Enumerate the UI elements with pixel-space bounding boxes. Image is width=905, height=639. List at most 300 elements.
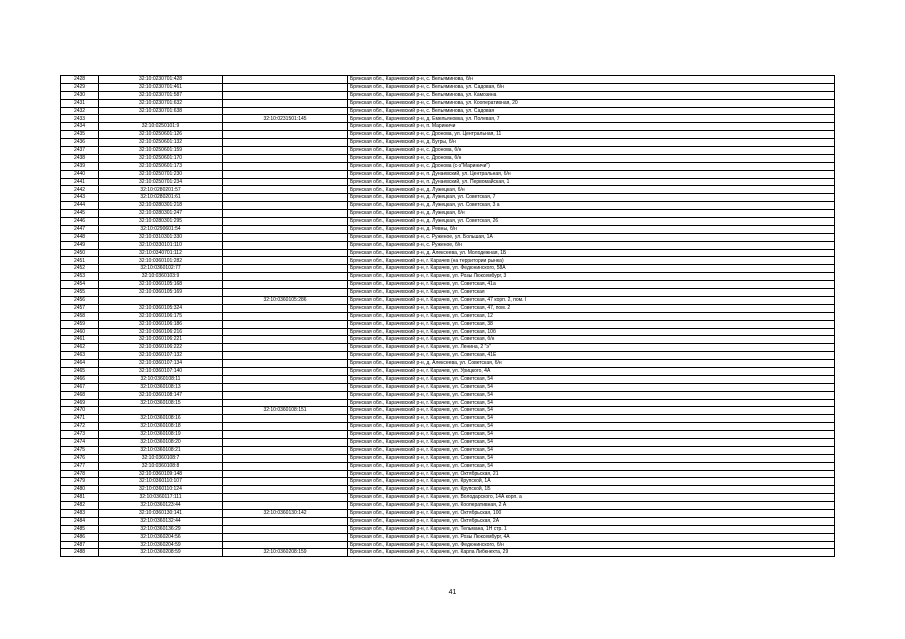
table-row [61, 360, 835, 368]
row-number-cell: 2436 [61, 139, 99, 147]
cadastral-number-cell: 32:10:0360108:8 [99, 462, 223, 470]
related-cadastral-number-cell [223, 289, 348, 297]
cadastral-number-cell: 32:10:0340701:112 [99, 249, 223, 257]
address-cell: Брянская обл., Карачевский р-н, г. Карачев, ул. Советская, 54 [348, 407, 835, 415]
table-row [61, 407, 835, 415]
related-cadastral-number-cell [223, 170, 348, 178]
table-row [61, 320, 835, 328]
row-number-cell: 2464 [61, 360, 99, 368]
address-cell: Брянская обл., Карачевский р-н, с. Вельяминова, ул. Камозина [348, 91, 835, 99]
table-row [61, 486, 835, 494]
cadastral-number-cell: 32:10:0360132:44 [99, 517, 223, 525]
row-number-cell: 2460 [61, 328, 99, 336]
related-cadastral-number-cell: 32:10:0360108:151 [223, 407, 348, 415]
cadastral-number-cell [99, 296, 223, 304]
address-cell: Брянская обл., Карачевский р-н, д. Лужецкая, б/н [348, 210, 835, 218]
cadastral-number-cell: 32:10:0230701:638 [99, 107, 223, 115]
table-row [61, 446, 835, 454]
row-number-cell: 2452 [61, 265, 99, 273]
cadastral-number-cell: 32:10:0280201:57 [99, 186, 223, 194]
table-row [61, 107, 835, 115]
table-row [61, 541, 835, 549]
table-row [61, 517, 835, 525]
related-cadastral-number-cell: 32:10:0360105:286 [223, 296, 348, 304]
cadastral-number-cell: 32:10:0360106:216 [99, 328, 223, 336]
row-number-cell: 2479 [61, 478, 99, 486]
table-row [61, 186, 835, 194]
cadastral-number-cell: 32:10:0360123:44 [99, 502, 223, 510]
address-cell: Брянская обл., Карачевский р-н, г. Карачев, ул. Советская, 54 [348, 415, 835, 423]
address-cell: Брянская обл., Карачевский р-н, д. Лужецкая, ул. Советская, 7 [348, 194, 835, 202]
row-number-cell: 2455 [61, 289, 99, 297]
register-table-body [61, 76, 835, 557]
table-row [61, 312, 835, 320]
related-cadastral-number-cell [223, 328, 348, 336]
row-number-cell: 2437 [61, 147, 99, 155]
row-number-cell: 2472 [61, 423, 99, 431]
row-number-cell: 2449 [61, 241, 99, 249]
related-cadastral-number-cell: 32:10:0360208:159 [223, 549, 348, 557]
row-number-cell: 2430 [61, 91, 99, 99]
table-row [61, 533, 835, 541]
related-cadastral-number-cell [223, 454, 348, 462]
table-row [61, 462, 835, 470]
cadastral-number-cell: 32:10:0250101:9 [99, 123, 223, 131]
table-row [61, 76, 835, 84]
related-cadastral-number-cell [223, 218, 348, 226]
address-cell: Брянская обл., Карачевский р-н, г. Карачев, ул. Володарского, 14А корп. а [348, 494, 835, 502]
related-cadastral-number-cell [223, 375, 348, 383]
register-table [60, 75, 835, 557]
related-cadastral-number-cell [223, 344, 348, 352]
related-cadastral-number-cell [223, 494, 348, 502]
table-row [61, 139, 835, 147]
address-cell: Брянская обл., Карачевский р-н, г. Карачев, ул. Советская, 38 [348, 320, 835, 328]
address-cell: Брянская обл., Карачевский р-н, г. Карачев, ул. Советская, 12 [348, 312, 835, 320]
address-cell: Брянская обл., Карачевский р-н, г. Карачев, ул. Октябрьская, 21 [348, 470, 835, 478]
row-number-cell: 2438 [61, 154, 99, 162]
row-number-cell: 2450 [61, 249, 99, 257]
row-number-cell: 2434 [61, 123, 99, 131]
table-row [61, 509, 835, 517]
row-number-cell: 2443 [61, 194, 99, 202]
related-cadastral-number-cell [223, 202, 348, 210]
cadastral-number-cell: 32:10:0360204:59 [99, 541, 223, 549]
related-cadastral-number-cell [223, 336, 348, 344]
address-cell: Брянская обл., Карачевский р-н, г. Карачев (на территории рынка) [348, 257, 835, 265]
table-row [61, 296, 835, 304]
related-cadastral-number-cell [223, 391, 348, 399]
table-row [61, 218, 835, 226]
address-cell: Брянская обл., Карачевский р-н, д. Ревны, б/н [348, 225, 835, 233]
related-cadastral-number-cell [223, 541, 348, 549]
cadastral-number-cell: 32:10:0360108:13 [99, 383, 223, 391]
table-row [61, 225, 835, 233]
related-cadastral-number-cell [223, 438, 348, 446]
table-row [61, 470, 835, 478]
related-cadastral-number-cell [223, 194, 348, 202]
row-number-cell: 2487 [61, 541, 99, 549]
related-cadastral-number-cell [223, 486, 348, 494]
related-cadastral-number-cell [223, 399, 348, 407]
table-row [61, 328, 835, 336]
row-number-cell: 2453 [61, 273, 99, 281]
table-row [61, 147, 835, 155]
table-row [61, 367, 835, 375]
address-cell: Брянская обл., Карачевский р-н, г. Карачев, ул. Тельмана, 1Н стр. 1 [348, 525, 835, 533]
cadastral-number-cell: 32:10:0250601:173 [99, 162, 223, 170]
cadastral-number-cell: 32:10:0230701:461 [99, 83, 223, 91]
table-row [61, 194, 835, 202]
related-cadastral-number-cell [223, 423, 348, 431]
row-number-cell: 2467 [61, 383, 99, 391]
address-cell: Брянская обл., Карачевский р-н, г. Карачев, ул. Октябрьская, 100 [348, 509, 835, 517]
table-row [61, 178, 835, 186]
row-number-cell: 2461 [61, 336, 99, 344]
cadastral-number-cell: 32:10:0360106:222 [99, 344, 223, 352]
row-number-cell: 2442 [61, 186, 99, 194]
address-cell: Брянская обл., Карачевский р-н, г. Карачев, ул. Советская, 54 [348, 431, 835, 439]
row-number-cell: 2486 [61, 533, 99, 541]
address-cell: Брянская обл., Карачевский р-н, с. Дронова (с-з"Мариничи") [348, 162, 835, 170]
address-cell: Брянская обл., Карачевский р-н, п. Дунаевский, ул. Центральная, б/н [348, 170, 835, 178]
related-cadastral-number-cell: 32:10:0360130:142 [223, 509, 348, 517]
table-row [61, 210, 835, 218]
address-cell: Брянская обл., Карачевский р-н, д. Алексеева, ул. Советская, б/н [348, 360, 835, 368]
related-cadastral-number-cell [223, 186, 348, 194]
row-number-cell: 2470 [61, 407, 99, 415]
row-number-cell: 2431 [61, 99, 99, 107]
address-cell: Брянская обл., Карачевский р-н, д. Лужецкая, ул. Советская, 26 [348, 218, 835, 226]
related-cadastral-number-cell: 32:10:0231501:145 [223, 115, 348, 123]
related-cadastral-number-cell [223, 123, 348, 131]
address-cell: Брянская обл., Карачевский р-н, г. Карачев, ул. Советская, 47, пом. 2 [348, 304, 835, 312]
row-number-cell: 2478 [61, 470, 99, 478]
address-cell: Брянская обл., Карачевский р-н, г. Карачев, ул. Ленина, 2 "э" [348, 344, 835, 352]
table-row [61, 273, 835, 281]
related-cadastral-number-cell [223, 415, 348, 423]
row-number-cell: 2440 [61, 170, 99, 178]
cadastral-number-cell: 32:10:0360108:21 [99, 446, 223, 454]
related-cadastral-number-cell [223, 210, 348, 218]
table-row [61, 352, 835, 360]
cadastral-number-cell: 32:10:0250701:230 [99, 170, 223, 178]
cadastral-number-cell: 32:10:0330101:110 [99, 241, 223, 249]
related-cadastral-number-cell [223, 83, 348, 91]
related-cadastral-number-cell [223, 446, 348, 454]
table-row [61, 123, 835, 131]
table-row [61, 131, 835, 139]
cadastral-number-cell: 32:10:0360204:56 [99, 533, 223, 541]
row-number-cell: 2459 [61, 320, 99, 328]
cadastral-number-cell: 32:10:0360108:11 [99, 375, 223, 383]
row-number-cell: 2439 [61, 162, 99, 170]
address-cell: Брянская обл., Карачевский р-н, с. Руженое, ул. Большая, 1А [348, 233, 835, 241]
row-number-cell: 2484 [61, 517, 99, 525]
cadastral-number-cell: 32:10:0250601:159 [99, 147, 223, 155]
address-cell: Брянская обл., Карачевский р-н, г. Карачев, ул. Крупской, 1Б [348, 486, 835, 494]
row-number-cell: 2456 [61, 296, 99, 304]
row-number-cell: 2480 [61, 486, 99, 494]
row-number-cell: 2448 [61, 233, 99, 241]
cadastral-number-cell: 32:10:0230701:632 [99, 99, 223, 107]
address-cell: Брянская обл., Карачевский р-н, г. Карачев, ул. Советская, 41Е [348, 352, 835, 360]
row-number-cell: 2447 [61, 225, 99, 233]
related-cadastral-number-cell [223, 360, 348, 368]
row-number-cell: 2469 [61, 399, 99, 407]
table-row [61, 249, 835, 257]
address-cell: Брянская обл., Карачевский р-н, с. Вельяминова, б/н [348, 76, 835, 84]
cadastral-number-cell: 32:10:0360136:29 [99, 525, 223, 533]
address-cell: Брянская обл., Карачевский р-н, г. Карачев, ул. Советская, 54 [348, 375, 835, 383]
table-row [61, 438, 835, 446]
table-row [61, 399, 835, 407]
cadastral-number-cell: 32:10:0360108:16 [99, 415, 223, 423]
address-cell: Брянская обл., Карачевский р-н, г. Карачев, ул. Советская [348, 289, 835, 297]
table-row [61, 257, 835, 265]
cadastral-number-cell: 32:10:0360107:132 [99, 352, 223, 360]
related-cadastral-number-cell [223, 273, 348, 281]
related-cadastral-number-cell [223, 367, 348, 375]
cadastral-number-cell: 32:10:0360130:141 [99, 509, 223, 517]
cadastral-number-cell: 32:10:0360109:148 [99, 470, 223, 478]
related-cadastral-number-cell [223, 76, 348, 84]
related-cadastral-number-cell [223, 154, 348, 162]
address-cell: Брянская обл., Карачевский р-н, г. Карачев, ул. Советская, 54 [348, 399, 835, 407]
related-cadastral-number-cell [223, 131, 348, 139]
table-row [61, 265, 835, 273]
cadastral-number-cell: 32:10:0360102:77 [99, 265, 223, 273]
related-cadastral-number-cell [223, 147, 348, 155]
cadastral-number-cell: 32:10:0360110:107 [99, 478, 223, 486]
related-cadastral-number-cell [223, 162, 348, 170]
related-cadastral-number-cell [223, 320, 348, 328]
table-row [61, 233, 835, 241]
address-cell: Брянская обл., Карачевский р-н, г. Карачев, ул. Розы Люксембург, 4А [348, 533, 835, 541]
cadastral-number-cell: 32:10:0360108:15 [99, 399, 223, 407]
related-cadastral-number-cell [223, 281, 348, 289]
related-cadastral-number-cell [223, 178, 348, 186]
page-number: 41 [448, 589, 457, 596]
table-row [61, 83, 835, 91]
related-cadastral-number-cell [223, 470, 348, 478]
table-row [61, 549, 835, 557]
table-row [61, 391, 835, 399]
row-number-cell: 2468 [61, 391, 99, 399]
address-cell: Брянская обл., Карачевский р-н, г. Карачев, ул. Советская, 54 [348, 423, 835, 431]
row-number-cell: 2488 [61, 549, 99, 557]
row-number-cell: 2483 [61, 509, 99, 517]
address-cell: Брянская обл., Карачевский р-н, с. Дронова, ул. Центральная, 11 [348, 131, 835, 139]
related-cadastral-number-cell [223, 225, 348, 233]
table-row [61, 494, 835, 502]
related-cadastral-number-cell [223, 249, 348, 257]
related-cadastral-number-cell [223, 304, 348, 312]
address-cell: Брянская обл., Карачевский р-н, г. Карачев, ул. Советская, 54 [348, 462, 835, 470]
table-row [61, 162, 835, 170]
address-cell: Брянская обл., Карачевский р-н, г. Карачев, ул. Федюнинского, 58А [348, 265, 835, 273]
related-cadastral-number-cell [223, 431, 348, 439]
row-number-cell: 2485 [61, 525, 99, 533]
address-cell: Брянская обл., Карачевский р-н, г. Карачев, ул. Кооперативная, 2 А [348, 502, 835, 510]
cadastral-number-cell: 32:10:0360105:168 [99, 281, 223, 289]
related-cadastral-number-cell [223, 383, 348, 391]
address-cell: Брянская обл., Карачевский р-н, г. Карачев, ул. Советская, 41а [348, 281, 835, 289]
address-cell: Брянская обл., Карачевский р-н, д. Емельяновка, ул. Полевая, 7 [348, 115, 835, 123]
related-cadastral-number-cell [223, 312, 348, 320]
cadastral-number-cell: 32:10:0360117:111 [99, 494, 223, 502]
cadastral-number-cell: 32:10:0360110:124 [99, 486, 223, 494]
table-row [61, 99, 835, 107]
related-cadastral-number-cell [223, 533, 348, 541]
row-number-cell: 2444 [61, 202, 99, 210]
cadastral-number-cell: 32:10:0290601:54 [99, 225, 223, 233]
address-cell: Брянская обл., Карачевский р-н, с. Вельяминова, ул. Кооперативная, 20 [348, 99, 835, 107]
row-number-cell: 2451 [61, 257, 99, 265]
cadastral-number-cell: 32:10:0360105:324 [99, 304, 223, 312]
table-row [61, 91, 835, 99]
table-row [61, 478, 835, 486]
row-number-cell: 2441 [61, 178, 99, 186]
address-cell: Брянская обл., Карачевский р-н, п. Дунаевский, ул. Первомайская, 1 [348, 178, 835, 186]
address-cell: Брянская обл., Карачевский р-н, г. Карачев, ул. Советская, 54 [348, 391, 835, 399]
row-number-cell: 2445 [61, 210, 99, 218]
address-cell: Брянская обл., Карачевский р-н, г. Карачев, ул. Советская, 10б [348, 328, 835, 336]
row-number-cell: 2462 [61, 344, 99, 352]
table-row [61, 202, 835, 210]
address-cell: Брянская обл., Карачевский р-н, г. Карачев, ул. Советская, 54 [348, 383, 835, 391]
address-cell: Брянская обл., Карачевский р-н, д. Лужецкая, б/н [348, 186, 835, 194]
related-cadastral-number-cell [223, 257, 348, 265]
cadastral-number-cell: 32:10:0360108:19 [99, 431, 223, 439]
address-cell: Брянская обл., Карачевский р-н, д. Лужецкая, ул. Советская, 3 а [348, 202, 835, 210]
row-number-cell: 2458 [61, 312, 99, 320]
address-cell: Брянская обл., Карачевский р-н, д. Бугры, б/н [348, 139, 835, 147]
row-number-cell: 2474 [61, 438, 99, 446]
row-number-cell: 2475 [61, 446, 99, 454]
cadastral-number-cell: 32:10:0230701:587 [99, 91, 223, 99]
row-number-cell: 2429 [61, 83, 99, 91]
cadastral-number-cell: 32:10:0310301:330 [99, 233, 223, 241]
cadastral-number-cell: 32:10:0250601:132 [99, 139, 223, 147]
address-cell: Брянская обл., Карачевский р-н, г. Карачев, ул. Крупской, 1А [348, 478, 835, 486]
cadastral-number-cell: 32:10:0360106:186 [99, 320, 223, 328]
table-row [61, 502, 835, 510]
table-row [61, 415, 835, 423]
row-number-cell: 2463 [61, 352, 99, 360]
cadastral-number-cell: 32:10:0360101:282 [99, 257, 223, 265]
row-number-cell: 2435 [61, 131, 99, 139]
row-number-cell: 2482 [61, 502, 99, 510]
cadastral-number-cell: 32:10:0250701:234 [99, 178, 223, 186]
row-number-cell: 2454 [61, 281, 99, 289]
address-cell: Брянская обл., Карачевский р-н, с. Дронова, б/н [348, 147, 835, 155]
address-cell: Брянская обл., Карачевский р-н, г. Карачев, ул. Карла Либкнехта, 29 [348, 549, 835, 557]
cadastral-number-cell [99, 115, 223, 123]
related-cadastral-number-cell [223, 233, 348, 241]
row-number-cell: 2433 [61, 115, 99, 123]
row-number-cell: 2476 [61, 454, 99, 462]
address-cell: Брянская обл., Карачевский р-н, с. Вельяминова, ул. Садовая [348, 107, 835, 115]
address-cell: Брянская обл., Карачевский р-н, с. Руженое, б/н [348, 241, 835, 249]
row-number-cell: 2446 [61, 218, 99, 226]
address-cell: Брянская обл., Карачевский р-н, г. Карачев, ул. Советская, б/н [348, 336, 835, 344]
cadastral-number-cell: 32:10:0280301:295 [99, 218, 223, 226]
table-row [61, 154, 835, 162]
table-row [61, 525, 835, 533]
cadastral-number-cell: 32:10:0280301:218 [99, 202, 223, 210]
cadastral-number-cell: 32:10:0250601:126 [99, 131, 223, 139]
cadastral-number-cell: 32:10:0360103:9 [99, 273, 223, 281]
address-cell: Брянская обл., Карачевский р-н, с. Дронова, б/н [348, 154, 835, 162]
address-cell: Брянская обл., Карачевский р-н, п. Мариничи [348, 123, 835, 131]
cadastral-number-cell: 32:10:0360108:18 [99, 423, 223, 431]
table-row [61, 170, 835, 178]
row-number-cell: 2432 [61, 107, 99, 115]
related-cadastral-number-cell [223, 462, 348, 470]
table-row [61, 431, 835, 439]
related-cadastral-number-cell [223, 265, 348, 273]
address-cell: Брянская обл., Карачевский р-н, г. Карачев, ул. Розы Люксембург, 3 [348, 273, 835, 281]
address-cell: Брянская обл., Карачевский р-н, г. Карачев, ул. Советская, 47 корп. 2, пом. I [348, 296, 835, 304]
related-cadastral-number-cell [223, 139, 348, 147]
address-cell: Брянская обл., Карачевский р-н, г. Карачев, ул. Советская, 54 [348, 438, 835, 446]
row-number-cell: 2473 [61, 431, 99, 439]
row-number-cell: 2471 [61, 415, 99, 423]
table-row [61, 336, 835, 344]
cadastral-number-cell: 32:10:0280301:247 [99, 210, 223, 218]
cadastral-number-cell: 32:10:0360108:7 [99, 454, 223, 462]
cadastral-number-cell: 32:10:0230701:428 [99, 76, 223, 84]
address-cell: Брянская обл., Карачевский р-н, г. Карачев, ул. Советская, 54 [348, 454, 835, 462]
cadastral-number-cell: 32:10:0360208:59 [99, 549, 223, 557]
related-cadastral-number-cell [223, 99, 348, 107]
row-number-cell: 2428 [61, 76, 99, 84]
related-cadastral-number-cell [223, 502, 348, 510]
related-cadastral-number-cell [223, 107, 348, 115]
table-row [61, 304, 835, 312]
row-number-cell: 2465 [61, 367, 99, 375]
address-cell: Брянская обл., Карачевский р-н, г. Карачев, ул. Октябрьская, 2А [348, 517, 835, 525]
related-cadastral-number-cell [223, 91, 348, 99]
table-row [61, 289, 835, 297]
table-row [61, 375, 835, 383]
table-row [61, 423, 835, 431]
row-number-cell: 2466 [61, 375, 99, 383]
address-cell: Брянская обл., Карачевский р-н, с. Вельяминова, ул. Садовая, б/н [348, 83, 835, 91]
cadastral-number-cell [99, 407, 223, 415]
table-row [61, 383, 835, 391]
cadastral-number-cell: 32:10:0250601:170 [99, 154, 223, 162]
address-cell: Брянская обл., Карачевский р-н, г. Карачев, ул. Советская, 54 [348, 446, 835, 454]
cadastral-number-cell: 32:10:0360107:140 [99, 367, 223, 375]
address-cell: Брянская обл., Карачевский р-н, г. Карачев, ул. Федюнинского, б/н [348, 541, 835, 549]
cadastral-number-cell: 32:10:0360108:147 [99, 391, 223, 399]
cadastral-number-cell: 32:10:0360108:20 [99, 438, 223, 446]
table-row [61, 241, 835, 249]
related-cadastral-number-cell [223, 517, 348, 525]
table-row [61, 454, 835, 462]
row-number-cell: 2457 [61, 304, 99, 312]
row-number-cell: 2477 [61, 462, 99, 470]
address-cell: Брянская обл., Карачевский р-н, г. Карачев, ул. Урицкого, 4А [348, 367, 835, 375]
related-cadastral-number-cell [223, 352, 348, 360]
related-cadastral-number-cell [223, 241, 348, 249]
cadastral-number-cell: 32:10:0360106:175 [99, 312, 223, 320]
table-row [61, 344, 835, 352]
table-row [61, 115, 835, 123]
cadastral-number-cell: 32:10:0360105:169 [99, 289, 223, 297]
